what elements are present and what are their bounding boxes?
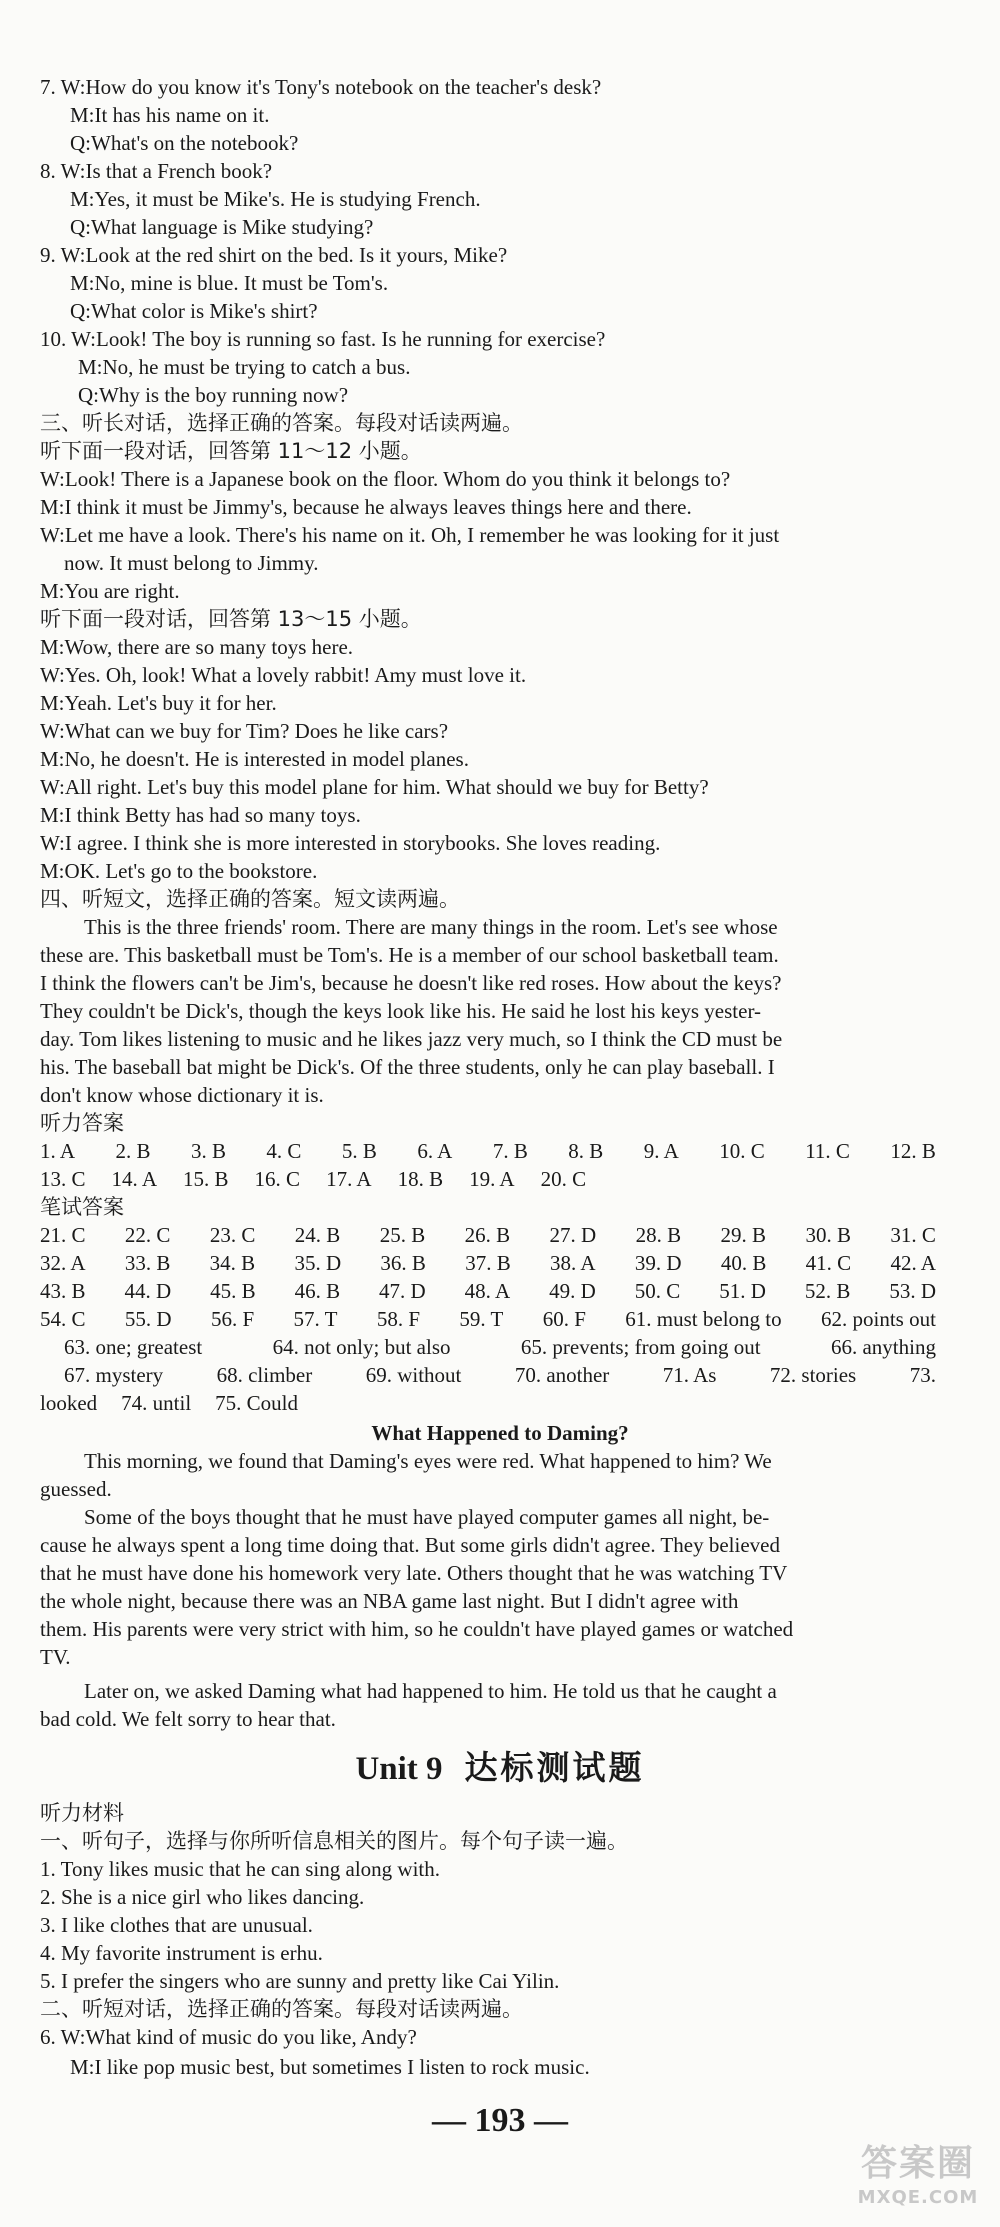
- watermark: [842, 2141, 994, 2223]
- answer-item: 43. B: [40, 1279, 86, 1303]
- answer-item: 63. one; greatest: [64, 1335, 203, 1359]
- passage-line: This is the three friends' room. There are many things in the room. Let's see whose: [84, 915, 778, 939]
- answer-item: 42. A: [890, 1251, 936, 1275]
- section-heading: 二、听短对话，选择正确的答案。每段对话读两遍。: [40, 1997, 523, 2021]
- sentence-line: 2. She is a nice girl who likes dancing.: [40, 1885, 365, 1909]
- answer-item: 4. C: [266, 1139, 302, 1163]
- watermark-logo: 答案圈: [860, 2143, 975, 2184]
- answer-item: 27. D: [549, 1223, 597, 1247]
- dialog-line: M:No, he doesn't. He is interested in model planes.: [40, 747, 469, 771]
- answer-item: 74. until: [121, 1391, 192, 1415]
- answer-row: [64, 1334, 936, 1361]
- answer-item: 8. B: [568, 1139, 604, 1163]
- section-heading: 一、听句子，选择与你所听信息相关的图片。每个句子读一遍。: [40, 1829, 628, 1853]
- dialog-line: 6. W:What kind of music do you like, Andy?: [40, 2025, 417, 2049]
- answer-item: 2. B: [115, 1139, 151, 1163]
- answer-row: [40, 1250, 936, 1277]
- essay-line: Some of the boys thought that he must have played computer games all night, be-: [84, 1505, 770, 1529]
- answer-item: 21. C: [40, 1223, 86, 1247]
- answer-item: 31. C: [890, 1223, 936, 1247]
- passage-line: don't know whose dictionary it is.: [40, 1083, 324, 1107]
- answer-row: [40, 1390, 936, 1417]
- answer-item: 3. B: [190, 1139, 226, 1163]
- answer-item: 5. B: [341, 1139, 377, 1163]
- dialog-line: W:Look! There is a Japanese book on the floor. Whom do you think it belongs to?: [40, 467, 731, 491]
- answer-item: 37. B: [465, 1251, 511, 1275]
- dialog-line: M:No, he must be trying to catch a bus.: [78, 355, 411, 379]
- answer-item: 23. C: [209, 1223, 256, 1247]
- section-heading: 三、听长对话，选择正确的答案。每段对话读两遍。: [40, 411, 523, 435]
- answer-item: 73.: [909, 1363, 936, 1387]
- answer-row: [40, 1306, 936, 1333]
- answer-item: 14. A: [111, 1167, 158, 1191]
- dialog-line: M:You are right.: [40, 579, 180, 603]
- answer-item: 55. D: [124, 1307, 172, 1331]
- unit-title-en: Unit 9: [355, 1751, 443, 1787]
- answer-item: 38. A: [550, 1251, 596, 1275]
- section-heading: 听力材料: [40, 1801, 124, 1825]
- answer-row: [64, 1362, 936, 1389]
- answer-item: 34. B: [209, 1251, 256, 1275]
- answer-item: 22. C: [124, 1223, 171, 1247]
- essay-line: guessed.: [40, 1477, 112, 1501]
- answer-item: 58. F: [376, 1307, 421, 1331]
- answer-item: 46. B: [294, 1279, 341, 1303]
- answer-item: 26. B: [464, 1223, 511, 1247]
- section-heading: 四、听短文，选择正确的答案。短文读两遍。: [40, 887, 460, 911]
- unit-title-cn: 达标测试题: [464, 1748, 645, 1787]
- answer-item: 25. B: [379, 1223, 426, 1247]
- answer-item: 50. C: [634, 1279, 681, 1303]
- answer-item: 44. D: [124, 1279, 172, 1303]
- dialog-line: M:I think it must be Jimmy's, because he always leaves things here and there.: [40, 495, 692, 519]
- dialog-line: 9. W:Look at the red shirt on the bed. Is it yours, Mike?: [40, 243, 508, 267]
- dialog-line: M:I like pop music best, but sometimes I listen to rock music.: [70, 2055, 590, 2079]
- answer-item: 52. B: [804, 1279, 851, 1303]
- answer-item: 59. T: [459, 1307, 504, 1331]
- dialog-line: W:Let me have a look. There's his name on it. Oh, I remember he was looking for it just: [40, 523, 780, 547]
- answer-item: 49. D: [549, 1279, 596, 1303]
- answer-row: [40, 1222, 936, 1249]
- answer-item: 33. B: [124, 1251, 171, 1275]
- sub-instruction: 听下面一段对话，回答第 13～15 小题。: [40, 607, 422, 631]
- watermark-site: MXQE.COM: [857, 2187, 979, 2208]
- answer-item: 68. climber: [216, 1363, 313, 1387]
- answer-item: 39. D: [634, 1251, 682, 1275]
- sub-instruction: 听下面一段对话，回答第 11～12 小题。: [40, 439, 422, 463]
- essay-line: This morning, we found that Daming's eyes were red. What happened to him? We: [84, 1449, 772, 1473]
- essay-line: them. His parents were very strict with him, so he couldn't have played games or watched: [40, 1617, 794, 1641]
- answer-item: 30. B: [805, 1223, 851, 1247]
- written-answers-heading: 笔试答案: [40, 1195, 124, 1219]
- dialog-line: 8. W:Is that a French book?: [40, 159, 273, 183]
- dialog-line: M:I think Betty has had so many toys.: [40, 803, 361, 827]
- answer-item: 70. another: [514, 1363, 610, 1387]
- essay-line: the whole night, because there was an NBA game last night. But I didn't agree with: [40, 1589, 739, 1613]
- dialog-line: now. It must belong to Jimmy.: [64, 551, 319, 575]
- answer-item: 35. D: [294, 1251, 342, 1275]
- answer-item: 7. B: [492, 1139, 528, 1163]
- passage-line: day. Tom likes listening to music and he likes jazz very much, so I think the CD must be: [40, 1027, 783, 1051]
- answer-item: 1. A: [40, 1139, 76, 1163]
- answer-row: [40, 1138, 936, 1165]
- dialog-line: M:No, mine is blue. It must be Tom's.: [70, 271, 389, 295]
- answer-item: 60. F: [542, 1307, 586, 1331]
- page-number: — 193 —: [432, 2102, 568, 2139]
- essay-title: What Happened to Daming?: [371, 1421, 629, 1445]
- dialog-line: M:It has his name on it.: [70, 103, 270, 127]
- answer-item: 75. Could: [215, 1391, 299, 1415]
- dialog-line: M:OK. Let's go to the bookstore.: [40, 859, 318, 883]
- dialog-line: W:All right. Let's buy this model plane for him. What should we buy for Betty?: [40, 775, 709, 799]
- dialog-line: 7. W:How do you know it's Tony's notebook on the teacher's desk?: [40, 75, 602, 99]
- answer-item: 9. A: [643, 1139, 679, 1163]
- dialog-line: Q:What language is Mike studying?: [70, 215, 374, 239]
- answer-item: 11. C: [805, 1139, 850, 1163]
- answer-item: 13. C: [40, 1167, 86, 1191]
- answer-item: 61. must belong to: [625, 1307, 782, 1331]
- answer-item: 45. B: [210, 1279, 256, 1303]
- essay-line: Later on, we asked Daming what had happened to him. He told us that he caught a: [84, 1679, 777, 1703]
- answer-item: 54. C: [40, 1307, 86, 1331]
- dialog-line: Q:What's on the notebook?: [70, 131, 299, 155]
- answer-item: 28. B: [635, 1223, 682, 1247]
- answer-item: 41. C: [805, 1251, 852, 1275]
- dialog-line: M:Wow, there are so many toys here.: [40, 635, 354, 659]
- answer-item: 20. C: [540, 1167, 587, 1191]
- answer-row: [40, 1166, 936, 1193]
- answer-item: looked: [40, 1391, 98, 1415]
- dialog-line: W:Yes. Oh, look! What a lovely rabbit! Amy must love it.: [40, 663, 527, 687]
- answer-item: 56. F: [210, 1307, 255, 1331]
- answer-item: 24. B: [294, 1223, 341, 1247]
- answer-item: 10. C: [719, 1139, 765, 1163]
- dialog-line: Q:What color is Mike's shirt?: [70, 299, 318, 323]
- essay-line: that he must have done his homework very late. Others thought that he was watching TV: [40, 1561, 788, 1585]
- answer-item: 71. As: [662, 1363, 717, 1387]
- answer-item: 65. prevents; from going out: [520, 1335, 761, 1359]
- sentence-line: 4. My favorite instrument is erhu.: [40, 1941, 323, 1965]
- answer-item: 12. B: [890, 1139, 936, 1163]
- dialog-line: 10. W:Look! The boy is running so fast. Is he running for exercise?: [40, 327, 606, 351]
- sentence-line: 3. I like clothes that are unusual.: [40, 1913, 313, 1937]
- answer-item: 32. A: [40, 1251, 86, 1275]
- dialog-line: M:Yeah. Let's buy it for her.: [40, 691, 277, 715]
- essay-line: cause he always spent a long time doing that. But some girls didn't agree. They believed: [40, 1533, 780, 1557]
- passage-line: I think the flowers can't be Jim's, because he doesn't like red roses. How about the keys?: [40, 971, 782, 995]
- answer-item: 6. A: [417, 1139, 453, 1163]
- answer-item: 16. C: [254, 1167, 301, 1191]
- answer-item: 36. B: [380, 1251, 426, 1275]
- dialog-line: W:I agree. I think she is more interested in storybooks. She loves reading.: [40, 831, 661, 855]
- answer-item: 64. not only; but also: [272, 1335, 451, 1359]
- answer-item: 72. stories: [769, 1363, 857, 1387]
- sentence-line: 5. I prefer the singers who are sunny and pretty like Cai Yilin.: [40, 1969, 560, 1993]
- answer-item: 67. mystery: [64, 1363, 164, 1387]
- listening-answers-heading: 听力答案: [40, 1111, 124, 1135]
- answer-item: 29. B: [720, 1223, 767, 1247]
- answer-item: 51. D: [719, 1279, 766, 1303]
- passage-line: his. The baseball bat might be Dick's. Of the three students, only he can play baseball. I: [40, 1055, 775, 1079]
- answer-item: 47. D: [379, 1279, 426, 1303]
- answer-row: [40, 1278, 936, 1305]
- answer-item: 17. A: [326, 1167, 372, 1191]
- answer-item: 15. B: [183, 1167, 229, 1191]
- passage-line: these are. This basketball must be Tom's. He is a member of our school basketball team.: [40, 943, 779, 967]
- answer-item: 19. A: [469, 1167, 515, 1191]
- passage-line: They couldn't be Dick's, though the keys look like his. He said he lost his keys yester-: [40, 999, 762, 1023]
- dialog-line: W:What can we buy for Tim? Does he like cars?: [40, 719, 449, 743]
- answer-item: 66. anything: [830, 1335, 936, 1359]
- unit-title: [0, 1748, 1000, 1789]
- answer-item: 18. B: [397, 1167, 444, 1191]
- sentence-line: 1. Tony likes music that he can sing along with.: [40, 1857, 441, 1881]
- essay-line: bad cold. We felt sorry to hear that.: [40, 1707, 336, 1731]
- dialog-line: M:Yes, it must be Mike's. He is studying French.: [70, 187, 481, 211]
- answer-item: 62. points out: [821, 1307, 936, 1331]
- answer-item: 53. D: [889, 1279, 936, 1303]
- dialog-line: Q:Why is the boy running now?: [78, 383, 349, 407]
- essay-line: TV.: [40, 1645, 71, 1669]
- answer-item: 48. A: [464, 1279, 511, 1303]
- answer-item: 69. without: [365, 1363, 462, 1387]
- answer-item: 57. T: [293, 1307, 338, 1331]
- answer-item: 40. B: [720, 1251, 767, 1275]
